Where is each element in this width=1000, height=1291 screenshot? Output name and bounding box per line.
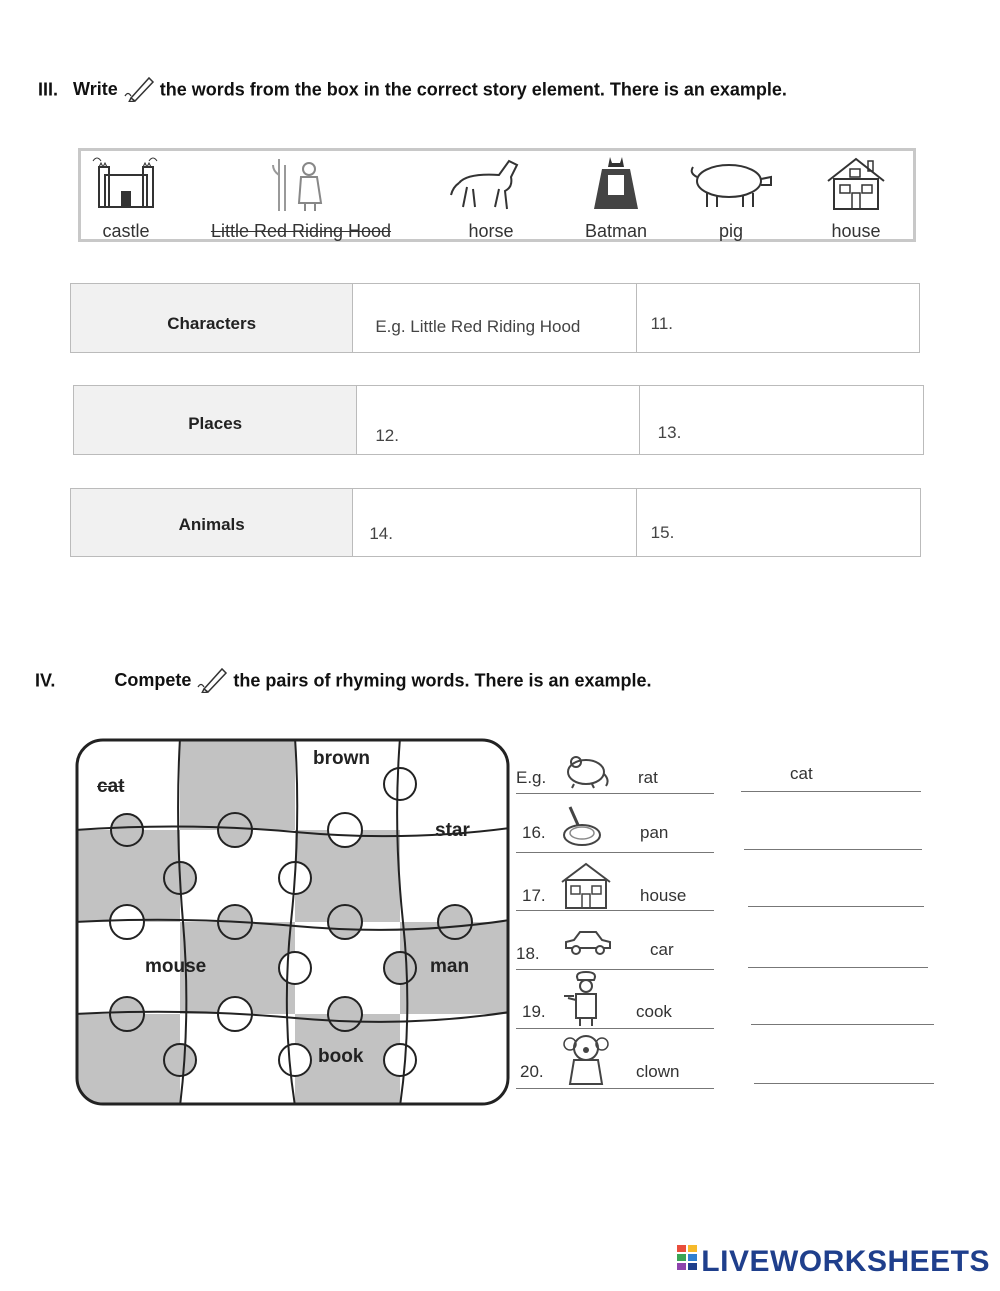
logo-icon xyxy=(677,1245,697,1279)
divider-line xyxy=(516,793,714,794)
rhyme-row-16: 16. pan xyxy=(516,803,936,855)
rat-icon xyxy=(562,750,610,790)
answer-line-20[interactable] xyxy=(754,1083,934,1084)
word-horse xyxy=(446,151,536,241)
puzzle-word: mouse xyxy=(145,956,207,977)
divider-line xyxy=(516,852,714,853)
answer-line xyxy=(741,791,921,792)
word-label: pig xyxy=(718,221,744,241)
puzzle-word: star xyxy=(435,820,470,841)
word-house xyxy=(811,151,901,241)
puzzle-word: brown xyxy=(313,748,370,769)
answer-cell-11[interactable]: 11. xyxy=(650,314,674,333)
section-3-number: III. xyxy=(38,79,59,100)
horse-icon xyxy=(449,155,533,211)
word-label: Batman xyxy=(584,221,648,241)
batman-icon xyxy=(588,155,644,213)
row-header: Characters xyxy=(71,284,353,352)
word-little-red-riding-hood xyxy=(201,151,401,241)
answer-cell-15[interactable]: 15. xyxy=(650,523,675,542)
rhyme-row-19: 19. cook xyxy=(516,970,936,1028)
answer-cell-14[interactable]: 14. xyxy=(353,489,636,556)
pencil-icon xyxy=(123,74,155,107)
puzzle-word: cat xyxy=(97,776,125,797)
answer-line-16[interactable] xyxy=(744,849,922,850)
word-label: castle xyxy=(102,221,150,241)
divider-line xyxy=(516,1028,714,1029)
rhyme-row-example: E.g. rat cat xyxy=(516,748,936,798)
answer-line-19[interactable] xyxy=(751,1024,934,1025)
word-label: Little Red Riding Hood xyxy=(210,221,392,241)
section-4-instruction-end: the pairs of rhyming words. There is an example. xyxy=(233,670,652,691)
section-4-heading xyxy=(35,665,652,698)
table-row-animals xyxy=(70,488,921,557)
liveworksheets-logo xyxy=(677,1244,990,1279)
rhyme-row-18: 18. car xyxy=(516,922,936,974)
section-4-instruction-start: Compete xyxy=(114,670,192,691)
cook-icon xyxy=(560,970,612,1028)
section-3-instruction-end: the words from the box in the correct story element. There is an example. xyxy=(159,79,787,100)
answer-text: cat xyxy=(790,764,813,783)
answer-cell-12[interactable]: 12. xyxy=(357,386,639,454)
clown-icon xyxy=(560,1030,612,1088)
row-header: Animals xyxy=(71,489,353,556)
car-icon xyxy=(562,928,614,958)
answer-line-18[interactable] xyxy=(748,967,928,968)
house-icon xyxy=(560,862,612,910)
table-row-places xyxy=(73,385,924,455)
answer-cell-13[interactable]: 13. xyxy=(657,423,682,442)
word-castle xyxy=(86,151,166,241)
section-3-instruction-start: Write xyxy=(73,79,118,100)
word-pig xyxy=(686,151,776,241)
riding-hood-icon xyxy=(271,155,331,213)
pencil-icon xyxy=(196,665,228,698)
house-icon xyxy=(824,155,888,211)
puzzle-word: man xyxy=(430,956,470,977)
word-box xyxy=(78,148,916,242)
pan-icon xyxy=(560,805,612,849)
table-row-characters xyxy=(70,283,920,353)
logo-text: LIVEWORKSHEETS xyxy=(701,1245,990,1278)
section-4-number: IV. xyxy=(35,670,56,691)
example-cell: E.g. Little Red Riding Hood xyxy=(353,284,636,352)
rhyme-puzzle xyxy=(75,738,510,1106)
section-3-heading xyxy=(38,74,787,107)
divider-line xyxy=(516,1088,714,1089)
row-header: Places xyxy=(74,386,357,454)
puzzle-graphic xyxy=(75,738,510,1106)
rhyme-row-17: 17. house xyxy=(516,862,936,914)
answer-line-17[interactable] xyxy=(748,906,924,907)
puzzle-word: book xyxy=(318,1046,364,1067)
word-label: horse xyxy=(468,221,514,241)
castle-icon xyxy=(91,155,161,211)
rhyme-row-20: 20. clown xyxy=(516,1030,936,1088)
divider-line xyxy=(516,910,714,911)
word-label: house xyxy=(831,221,881,241)
word-batman xyxy=(571,151,661,241)
pig-icon xyxy=(687,155,775,211)
